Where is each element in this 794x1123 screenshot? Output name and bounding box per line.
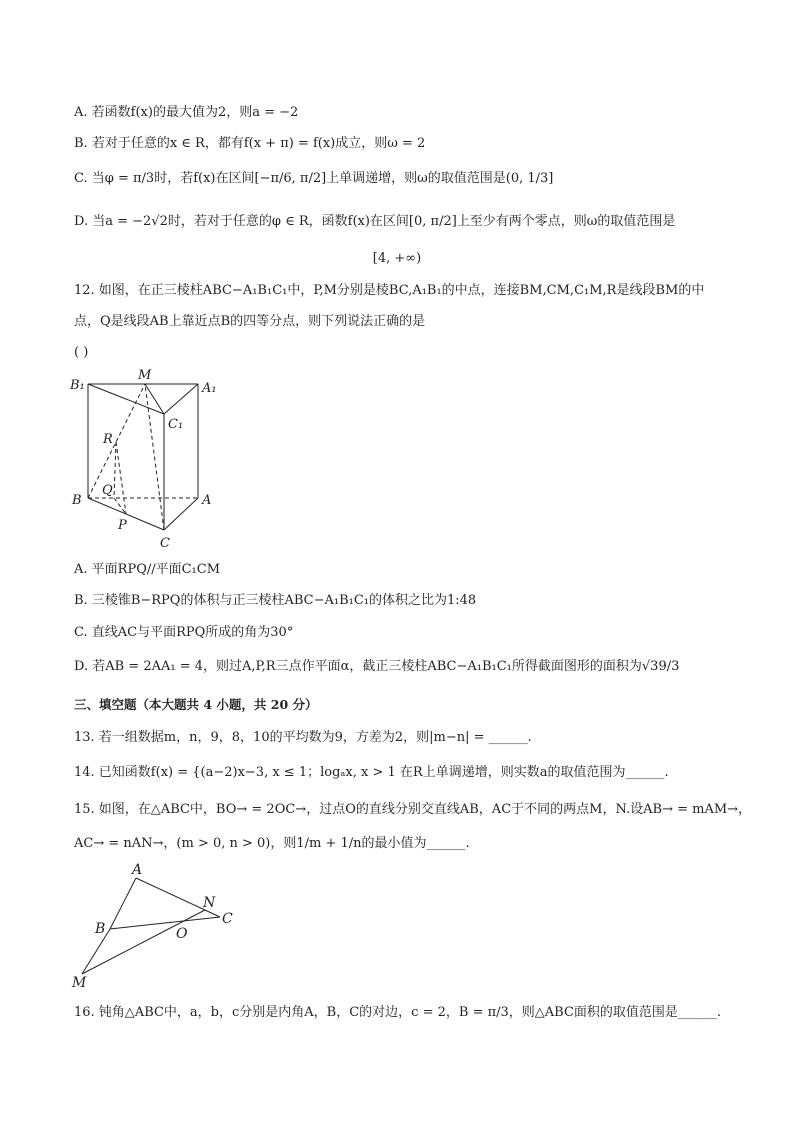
label-b1: B₁ — [70, 378, 85, 393]
segment-r-p — [116, 442, 126, 514]
segment-a-b — [110, 878, 136, 929]
label-a: A — [202, 493, 212, 508]
label-m: M — [72, 975, 87, 991]
q11-option-b: B. 若对于任意的x ∈ R，都有f(x + π) = f(x)成立，则ω = 2 — [74, 136, 426, 151]
label-c1: C₁ — [168, 417, 184, 432]
q12-option-b: B. 三棱锥B−RPQ的体积与正三棱柱ABC−A₁B₁C₁的体积之比为1:48 — [74, 593, 477, 608]
q12-option-c: C. 直线AC与平面RPQ所成的角为30° — [74, 625, 294, 640]
segment-b-c — [110, 917, 220, 929]
q11-option-a: A. 若函数f(x)的最大值为2，则a = −2 — [74, 105, 299, 120]
segment-m-n — [82, 910, 205, 974]
q15-line1: 15. 如图，在△ABC中，BO→ = 2OC→，过点O的直线分别交直线AB，AC于不同的两点M，N.设AB→ = mAM→， — [74, 802, 752, 817]
label-r: R — [103, 432, 113, 447]
edge-a-c — [164, 498, 198, 530]
q12-option-d: D. 若AB = 2AA₁ = 4，则过A,P,R三点作平面α，截正三棱柱ABC−A₁B₁C₁所得截面图形的面积为√39/3 — [74, 659, 680, 674]
q14: 14. 已知函数f(x) = {(a−2)x−3, x ≤ 1；logₐx, x > 1 在R上单调递增，则实数a的取值范围为______. — [74, 765, 669, 780]
label-p: P — [118, 518, 127, 533]
q13: 13. 若一组数据m，n，9，8，10的平均数为9，方差为2，则|m−n| = ______. — [74, 730, 532, 745]
label-c: C — [160, 536, 170, 551]
section-3-heading: 三、填空题（本大题共 4 小题，共 20 分） — [74, 697, 318, 712]
q16: 16. 钝角△ABC中，a，b，c分别是内角A，B，C的对边，c = 2，B = π/3，则△ABC面积的取值范围是______. — [74, 1005, 722, 1020]
label-n: N — [203, 895, 216, 911]
label-b: B — [95, 921, 106, 937]
q12-option-a: A. 平面RPQ//平面C₁CM — [74, 562, 221, 577]
q11-option-c: C. 当φ = π/3时，若f(x)在区间[−π/6, π/2]上单调递增，则ω的取值范围是(0, 1/3] — [74, 171, 554, 186]
label-o: O — [176, 926, 188, 942]
segment-b-m — [88, 384, 145, 498]
edge-b1-c1 — [88, 384, 164, 414]
q11-option-d: D. 当a = −2√2时，若对于任意的φ ∈ R，函数f(x)在区间[0, π/2]上至少有两个零点，则ω的取值范围是 — [74, 214, 676, 229]
label-c: C — [222, 911, 233, 927]
label-b: B — [72, 493, 82, 508]
q12-stem-line2: 点，Q是线段AB上靠近点B的四等分点，则下列说法正确的是 — [74, 314, 426, 329]
prism-figure — [60, 362, 230, 552]
segment-r-q — [114, 442, 116, 498]
label-a1: A₁ — [202, 381, 217, 396]
triangle-figure — [62, 862, 242, 992]
q15-line2: AC→ = nAN→，(m > 0, n > 0)，则1/m + 1/n的最小值为______. — [74, 836, 470, 851]
edge-a1-c1 — [164, 384, 198, 414]
q12-answer-bracket: ( ) — [74, 345, 89, 360]
q12-stem-line1: 12. 如图，在正三棱柱ABC−A₁B₁C₁中，P,M分别是棱BC,A₁B₁的中点，连接BM,CM,C₁M,R是线段BM的中 — [74, 283, 705, 298]
label-m: M — [138, 368, 152, 383]
label-q: Q — [102, 483, 113, 498]
q11-option-d-answer: [4, +∞) — [372, 251, 422, 266]
label-a: A — [132, 862, 143, 878]
segment-c-m — [145, 384, 164, 530]
